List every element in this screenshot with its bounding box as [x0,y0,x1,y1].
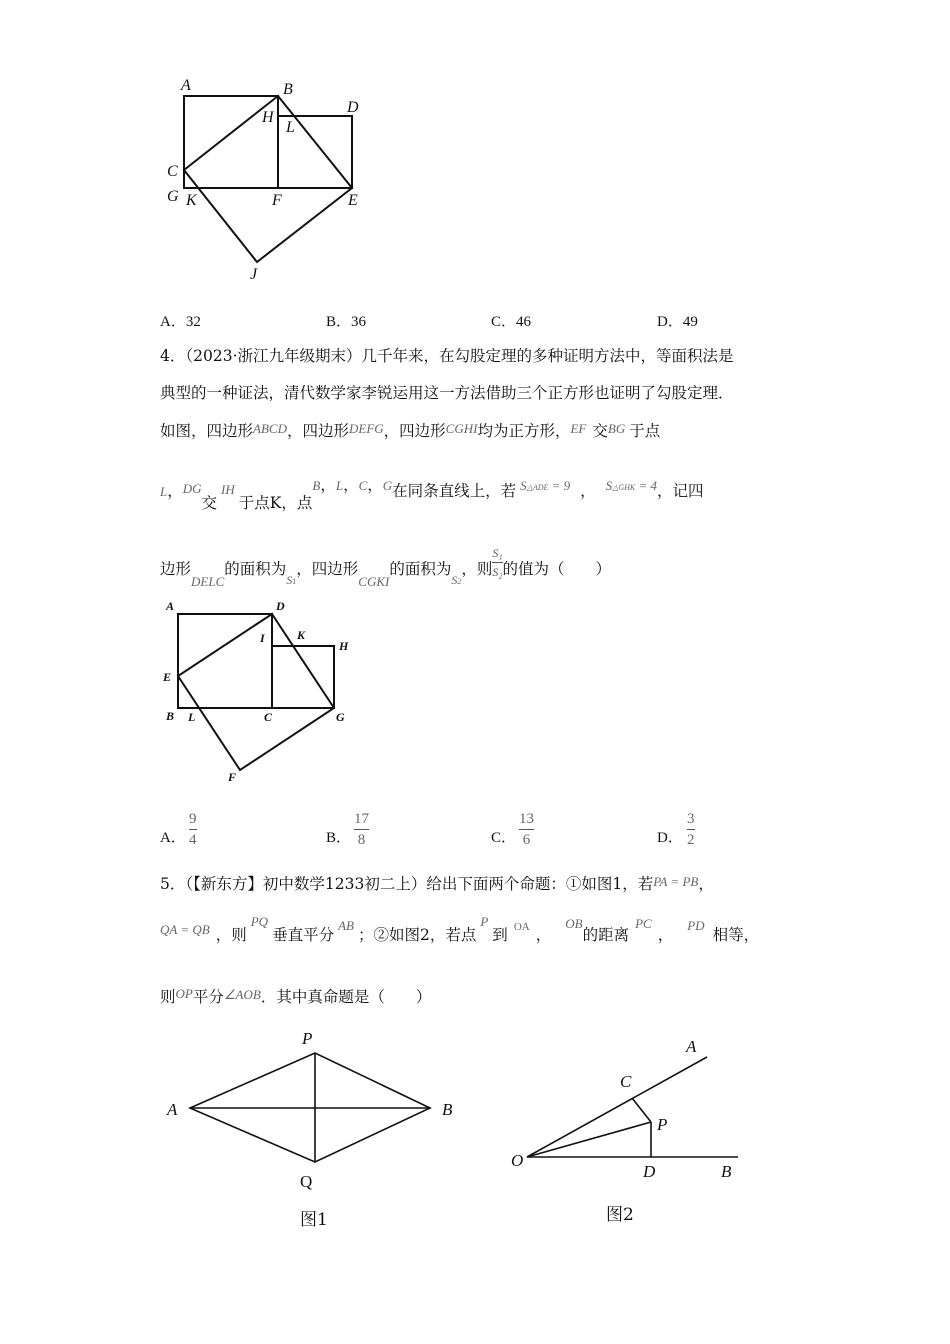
fig2-label-d: D [643,1162,656,1181]
q3-option-a-letter: A． [160,314,186,330]
q3-label-k: K [186,192,197,209]
fig2-label-a: A [686,1037,697,1056]
q5-l2-m1: QA = QB [160,922,210,937]
q5-l3-c: ．其中真命题是（ ） [260,988,432,1006]
q4-number: 4． [160,347,186,365]
q5-l2-m6: OB [565,916,583,931]
fig2-ray-oa [527,1057,707,1157]
q4-l5-c: ，四边形 [296,560,359,578]
q4-l3-m3: CGHI [445,421,478,436]
q4-square-cghi [272,646,334,708]
q3-label-f: F [272,192,282,209]
q4-l5-s2-sym: S [451,573,458,587]
q4-label-b: B [166,709,175,723]
q4-line-3 [160,419,660,441]
fig2-label-o: O [511,1151,524,1170]
q4-l4-f: ，记四 [657,482,704,500]
q3-label-l: L [286,119,295,136]
q3-option-c[interactable] [491,310,531,331]
q4-l3-f: 于点 [629,422,661,440]
q4-l4-s2 [606,478,657,493]
q4-option-b-value[interactable] [354,810,369,849]
q4-l3-m4: EF [570,421,587,436]
q5-l3-m2: ∠AOB [223,987,261,1002]
q5-l2-f: 的距离 [582,926,630,944]
q4-option-a-num: 9 [189,811,197,827]
q5-l1-m: PA = PB [653,874,699,889]
q4-l4-comma1: ， [320,476,336,494]
q4-l3-e: 交 [592,422,608,440]
q4-l5-m1: DELC [191,574,225,589]
q4-option-a-den: 4 [189,832,197,848]
q3-label-d: D [347,99,359,116]
q4-option-a-letter[interactable]: A． [160,830,186,846]
q4-l4-s1-sub: △ADE [526,483,549,492]
fig1-label-b: B [442,1100,453,1119]
q4-option-d-value[interactable] [687,810,695,849]
fig1-label-a: A [167,1100,178,1119]
q5-l3-a: 则 [160,988,176,1006]
q5-l3-b: 平分 [192,988,224,1006]
q5-line-1 [160,872,714,894]
q4-l5-s1-sub: 1 [292,577,297,586]
q4-option-c-value[interactable] [519,810,534,849]
q4-l5-s2 [451,573,461,587]
q3-option-b[interactable] [326,310,366,331]
q4-l4-s1-eq: = 9 [548,478,571,493]
q4-l4-d: 在同条直线上，若 [392,482,517,500]
fig1-caption: 图1 [300,1210,328,1230]
q4-l5-e: ，则 [461,560,493,578]
q3-label-g: G [167,188,179,205]
q4-option-a-bar [189,829,197,830]
q4-l3-m2: DEFG [348,421,384,436]
q4-figure [155,595,365,785]
q5-l2-g: ， [657,926,674,944]
q5-l2-m3: AB [338,918,354,933]
q4-l4-comma2: ， [343,476,359,494]
q4-option-d-letter[interactable]: D． [657,830,683,846]
q4-l5-a: 边形 [160,560,192,578]
q4-l5-s1-sym: S [286,573,293,587]
q4-l4-m1: L [160,484,168,499]
fig2-label-c: C [620,1072,632,1091]
q4-l5-frac-den: S₂ [492,565,503,579]
q3-label-a: A [181,77,191,94]
q4-l5-fraction [492,545,502,580]
fig2-label-p: P [657,1115,668,1134]
q4-label-h: H [339,639,349,653]
q3-option-c-letter: C． [491,314,517,330]
q5-l2-m2: PQ [250,914,269,929]
q5-l3-m1: OP [175,986,193,1001]
q3-option-b-letter: B． [326,314,352,330]
q4-label-d: D [276,599,285,613]
q5-l1-b: ， [698,875,714,893]
q4-l4-e: ， [580,482,596,500]
q4-option-c-den: 6 [522,832,531,848]
q5-l2-h: 相等， [712,926,760,944]
q4-line-4 [160,474,704,511]
q5-l2-e: ， [535,926,552,944]
q4-option-c-letter[interactable]: C． [491,830,517,846]
q4-l4-c: 于点K，点 [238,494,313,512]
fig1-label-q: Q [300,1172,313,1191]
q5-l2-m8: PD [687,918,705,933]
q5-l1-a: 给出下面两个命题：①如图1，若 [426,875,654,893]
q4-line1-text: 几千年来，在勾股定理的多种证明方法中，等面积法是 [361,347,734,365]
q4-line2-text: 典型的一种证法，清代数学家李锐运用这一方法借助三个正方形也证明了勾股定理． [160,384,734,402]
q4-l4-m7: G [382,478,393,493]
q4-l3-m5: BG [607,421,626,436]
q4-l4-s2-eq: = 4 [635,478,657,493]
q4-l4-b: 交 [201,494,218,512]
q3-label-b: B [283,81,293,98]
q3-label-e: E [348,192,358,209]
q3-option-a-value: 32 [185,314,201,330]
q5-line-2 [160,914,760,954]
q3-figure [160,75,380,285]
q4-l3-m1: ABCD [253,421,287,436]
q4-l4-m4: B [312,478,321,493]
q3-option-a[interactable] [160,310,201,331]
fig2-caption: 图2 [606,1205,634,1225]
q4-option-c-num: 13 [519,811,534,827]
q4-option-b-letter[interactable]: B． [326,830,352,846]
q4-label-f: F [228,770,237,784]
q4-l3-d: 均为正方形， [477,422,571,440]
fig2-line-op [527,1122,651,1157]
q4-l4-m3: IH [221,482,235,497]
q4-option-b-den: 8 [357,832,366,848]
q4-l5-d: 的面积为 [389,560,452,578]
q5-l2-m7: PC [635,916,652,931]
q4-option-a-value[interactable] [189,810,197,849]
q4-l4-comma3: ， [367,476,383,494]
q4-l5-s2-sub: 2 [457,577,462,586]
fig2-label-b: B [721,1162,732,1181]
q3-label-c: C [167,163,178,180]
q4-square-abcd [178,614,272,708]
q4-l5-s1 [286,573,296,587]
q4-l5-frac-bar [492,562,502,563]
q4-l3-b: ，四边形 [286,422,349,440]
q3-option-c-value: 46 [516,314,532,330]
q5-l2-m4: P [480,914,489,929]
fig2-line-pc [632,1098,651,1122]
q4-l4-a: ， [167,482,183,500]
q3-option-d-value: 49 [682,314,698,330]
q4-l4-s1 [520,478,570,493]
q4-l4-m2: DG [182,481,202,496]
q5-figure-2 [505,1025,765,1235]
q4-option-d-bar [687,829,695,830]
q4-l4-m6: C [358,478,368,493]
q4-l3-a: 如图，四边形 [160,422,254,440]
q4-l3-c: ，四边形 [383,422,446,440]
q3-option-d-letter: D． [657,314,683,330]
q4-label-g: G [336,710,345,724]
q3-label-j: J [250,266,258,283]
q4-option-c-bar [519,829,534,830]
q3-label-h: H [262,109,274,126]
q4-label-c: C [264,710,273,724]
q4-l5-frac-num: S₁ [492,546,503,560]
q4-label-i: I [260,631,265,645]
fig1-label-p: P [302,1029,313,1048]
q5-l2-c: ；②如图2，若点 [357,926,477,944]
q4-option-d-num: 3 [687,811,695,827]
q4-square-defg [178,614,334,770]
q3-option-d[interactable] [657,310,698,331]
q5-l2-a: ，则 [215,926,247,944]
q5-l2-d: 到 [492,926,508,944]
q4-source: （2023·浙江九年级期末） [185,347,362,365]
q4-l5-f: 的值为（ ） [502,560,612,578]
q4-option-d-den: 2 [687,832,695,848]
q4-line-1 [160,344,734,366]
q5-figure-1 [160,1020,470,1240]
q4-line-2 [160,381,734,403]
q4-label-a: A [166,599,175,613]
q4-l4-s2-sym: S [605,478,613,493]
q3-option-b-value: 36 [351,314,367,330]
q5-source: （【新东方】初中数学1233初二上） [185,875,427,893]
q5-l2-b: 垂直平分 [272,926,335,944]
q5-number: 5． [160,875,186,893]
q4-label-l: L [188,710,196,724]
q4-option-b-bar [354,829,369,830]
q4-line-5 [160,545,611,591]
q4-label-e: E [163,670,172,684]
q4-l4-s2-sub: △GHK [612,483,636,492]
q4-l4-m5: L [335,478,344,493]
q4-l5-b: 的面积为 [224,560,287,578]
q5-l2-m5: OA [513,921,530,933]
q5-line-3 [160,985,431,1007]
q4-l5-m2: CGKI [358,574,390,589]
q4-l4-s1-sym: S [520,478,527,493]
q4-option-b-num: 17 [354,811,369,827]
q4-label-k: K [297,628,306,642]
